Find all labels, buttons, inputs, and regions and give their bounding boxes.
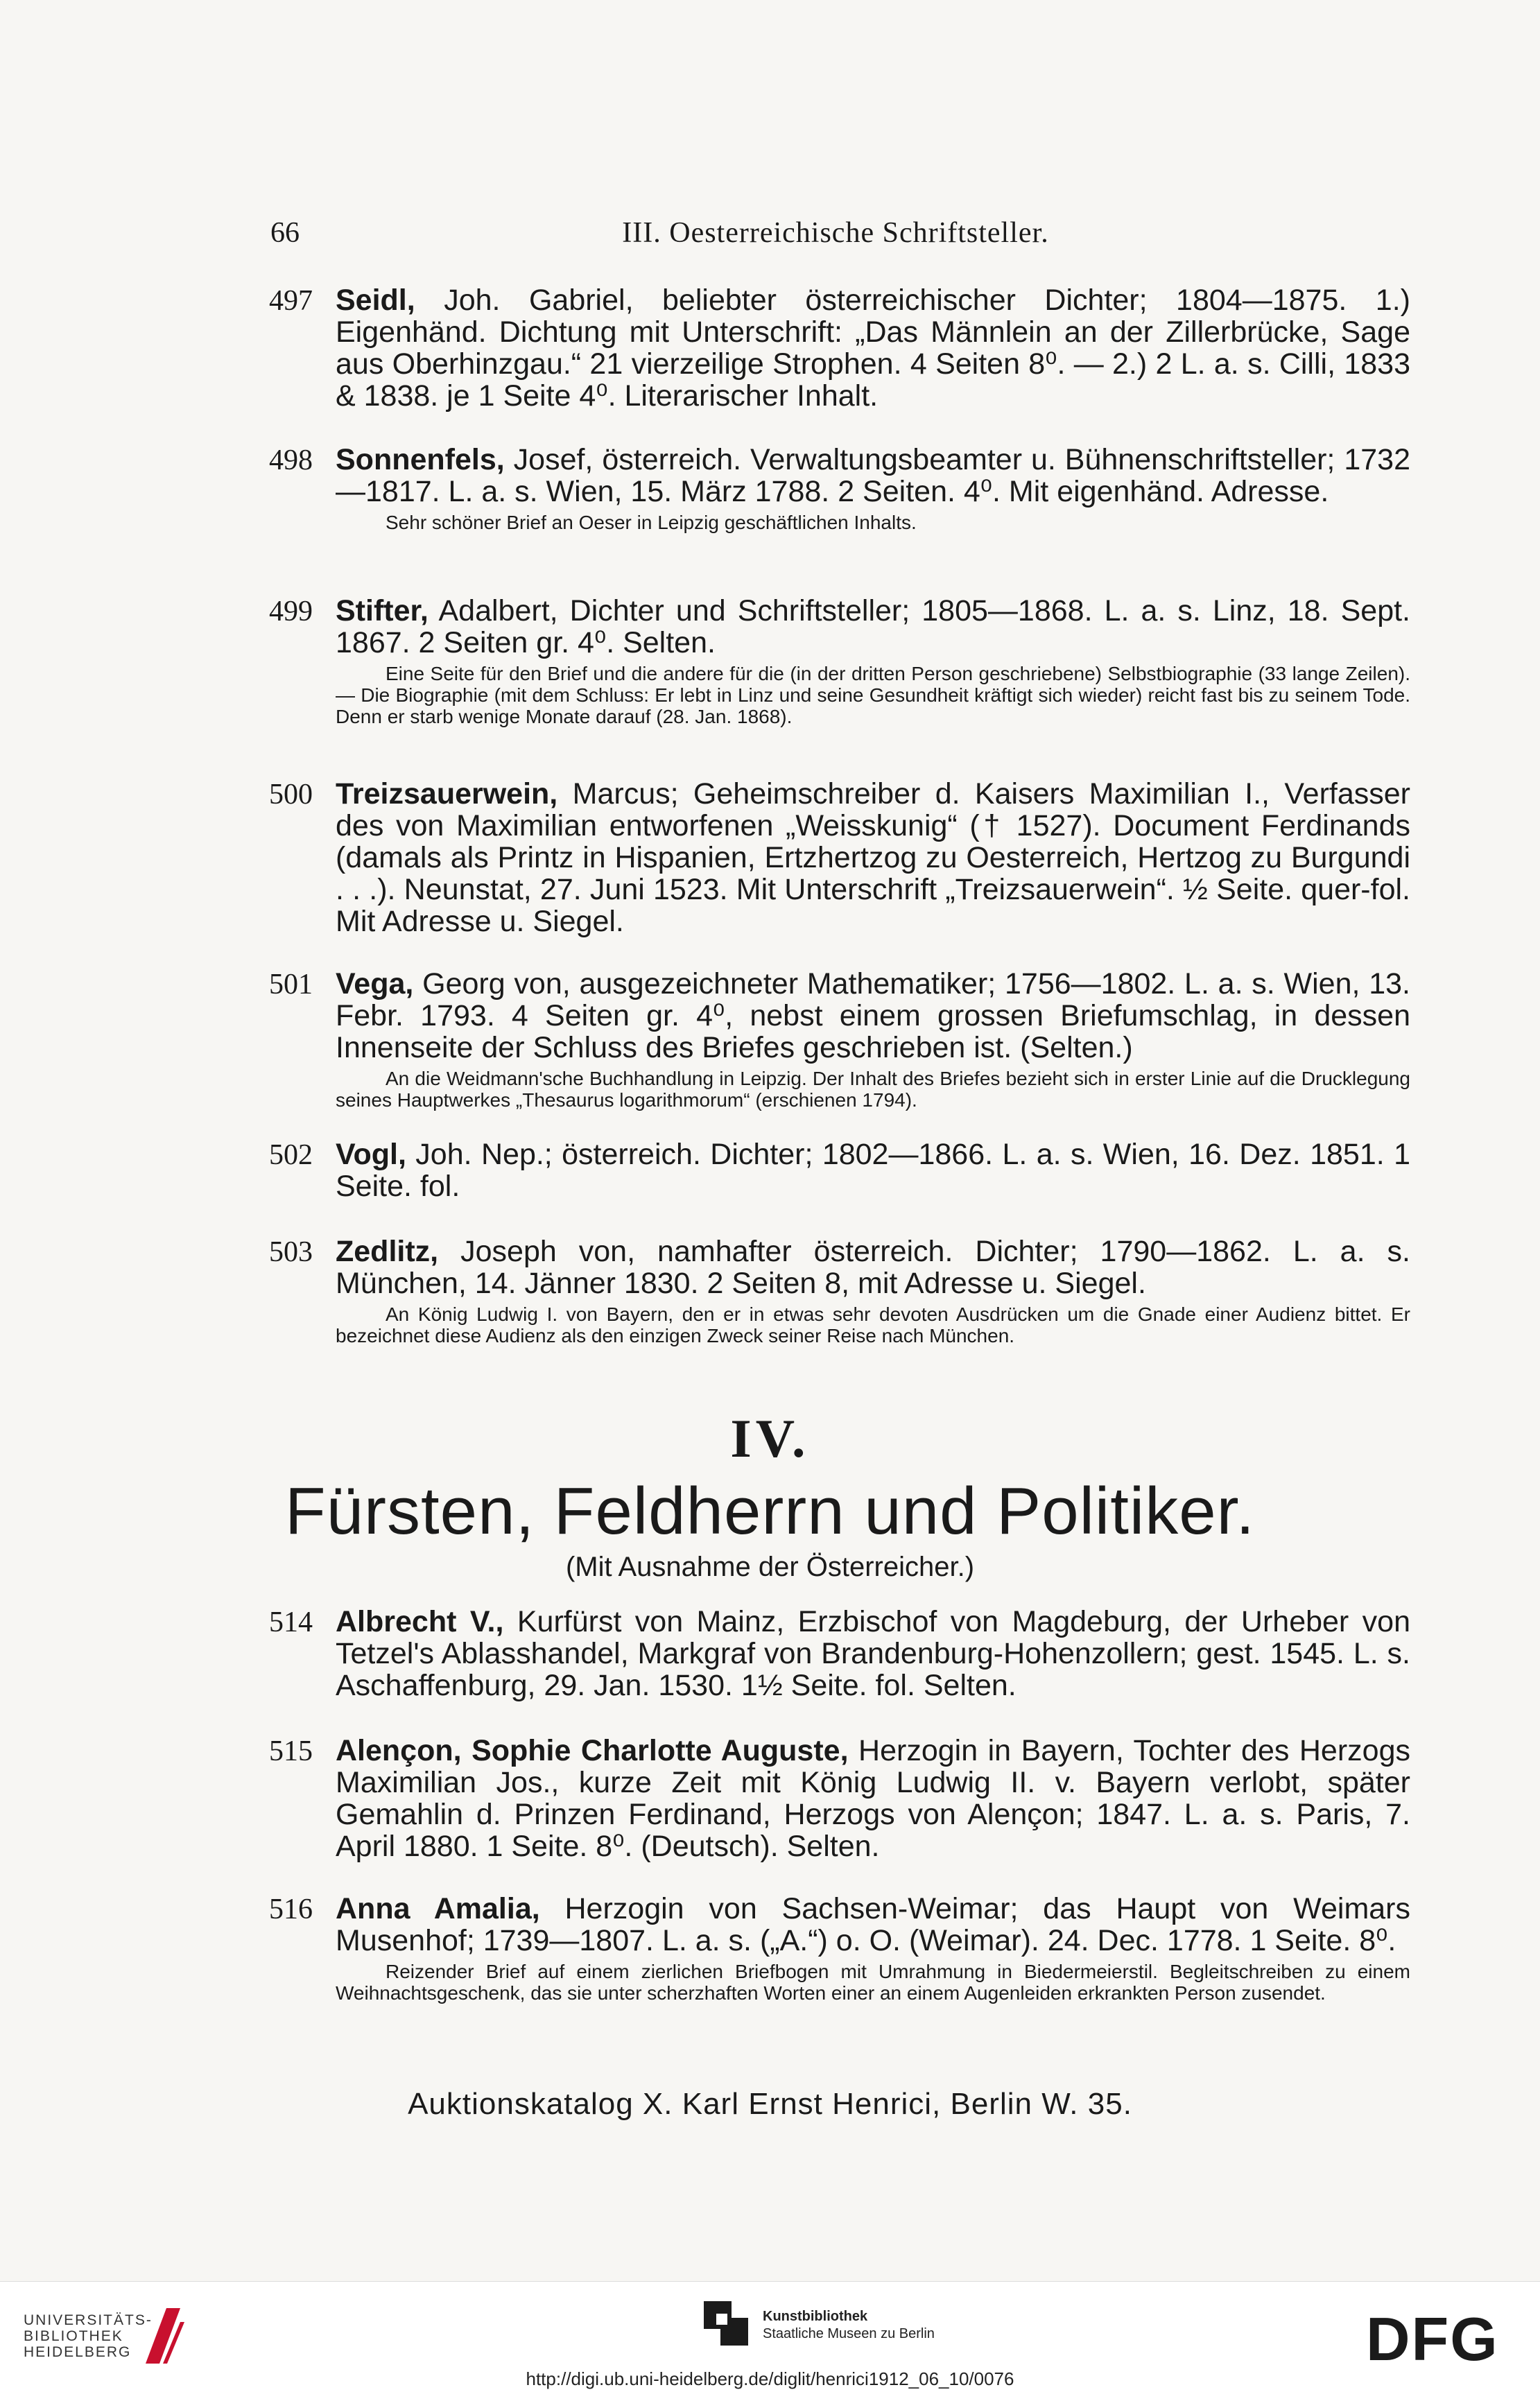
catalog-footer: Auktionskatalog X. Karl Ernst Henrici, Berlin W. 35. <box>408 2087 1132 2121</box>
entry-text: Albrecht V., Kurfürst von Mainz, Erzbischof von Magdeburg, der Urheber von Tetzel's Ablasshandel, Markgraf von Brandenburg-Hohenzollern; gest. 1545. L. s. Aschaffenburg, 29. Jan. 1530. 1½ Seite. fol. Selten. <box>336 1605 1410 1702</box>
section-number: IV. <box>730 1408 810 1468</box>
entry-503 <box>269 1236 1410 1346</box>
university-library-logo[interactable]: UNIVERSITÄTS- BIBLIOTHEK HEIDELBERG <box>24 2312 153 2360</box>
page-number: 66 <box>270 217 300 249</box>
lot-number: 498 <box>269 444 313 476</box>
lot-number: 500 <box>269 779 313 811</box>
entry-text: Stifter, Adalbert, Dichter und Schriftsteller; 1805—1868. L. a. s. Linz, 18. Sept. 1867. 2 Seiten gr. 4⁰. Selten. <box>336 594 1410 659</box>
lot-number: 515 <box>269 1735 313 1767</box>
section-title: Fürsten, Feldherrn und Politiker. <box>285 1474 1255 1548</box>
section-subtitle: (Mit Ausnahme der Österreicher.) <box>565 1552 975 1582</box>
page-header <box>270 216 1401 258</box>
entry-502 <box>269 1138 1410 1202</box>
entry-note: An die Weidmann'sche Buchhandlung in Leipzig. Der Inhalt des Briefes bezieht sich in erster Linie auf die Drucklegung seines Hauptwerkes „Thesaurus logarithmorum“ (erschienen 1794). <box>336 1068 1410 1111</box>
entry-note: Reizender Brief auf einem zierlichen Briefbogen mit Umrahmung in Biedermeierstil. Begleitschreiben zu einem Weihnachtsgeschenk, das sie unter scherzhaften Worten einer an einem Augenleiden erkrankten Person zusendet. <box>336 1961 1410 2004</box>
entry-name: Vega, <box>336 967 414 1000</box>
entry-500 <box>269 778 1410 937</box>
lot-number: 502 <box>269 1139 313 1171</box>
entry-name: Seidl, <box>336 284 415 317</box>
entry-name: Stifter, <box>336 594 429 627</box>
entry-516 <box>269 1893 1410 2004</box>
lot-number: 516 <box>269 1893 313 1925</box>
page-url[interactable]: http://digi.ub.uni-heidelberg.de/diglit/henrici1912_06_10/0076 <box>526 2368 1014 2389</box>
entry-text: Seidl, Joh. Gabriel, beliebter österreichischer Dichter; 1804—1875. 1.) Eigenhänd. Dichtung mit Unterschrift: „Das Männlein an der Zillerbrücke, Sage aus Oberhinzgau.“ 21 vierzeilige Strophen. 4 Seiten 8⁰. — 2.) 2 L. a. s. Cilli, 1833 & 1838. je 1 Seite 4⁰. Literarischer Inhalt. <box>336 284 1410 413</box>
entry-text: Treizsauerwein, Marcus; Geheimschreiber d. Kaisers Maximilian I., Verfasser des von Maximilian entworfenen „Weisskunig“ († 1527). Document Ferdinands (damals als Printz in Hispanien, Ertzhertzog zu Oesterreich, Hertzog zu Burgundi . . .). Neunstat, 27. Juni 1523. Mit Unterschrift „Treizsauerwein“. ½ Seite. quer-fol. Mit Adresse u. Siegel. <box>336 777 1410 938</box>
entry-497 <box>269 284 1410 412</box>
entry-text: Vega, Georg von, ausgezeichneter Mathematiker; 1756—1802. L. a. s. Wien, 13. Febr. 1793. 4 Seiten gr. 4⁰, nebst einem grossen Briefumschlag, in dessen Innenseite der Schluss des Briefes geschrieben ist. (Selten.) <box>336 967 1410 1064</box>
dfg-logo[interactable]: DFG <box>1366 2305 1499 2373</box>
entry-note: Eine Seite für den Brief und die andere für die (in der dritten Person geschriebene) Selbstbiographie (33 lange Zeilen). — Die Biographie (mit dem Schluss: Er lebt in Linz und seine Gesundheit kräftigt sich wieder) reicht fast bis zu seinem Tode. Denn er starb wenige Monate darauf (28. Jan. 1868). <box>336 663 1410 727</box>
entry-name: Anna Amalia, <box>336 1892 540 1925</box>
lot-number: 501 <box>269 969 313 1000</box>
entry-text: Zedlitz, Joseph von, namhafter österreich. Dichter; 1790—1862. L. a. s. München, 14. Jänner 1830. 2 Seiten 8, mit Adresse u. Siegel. <box>336 1235 1410 1300</box>
entry-name: Alençon, Sophie Charlotte Auguste, <box>336 1734 849 1767</box>
lot-number: 503 <box>269 1236 313 1268</box>
entry-501 <box>269 968 1410 1111</box>
university-emblem-icon <box>139 2301 187 2371</box>
bottom-bar <box>0 2281 1540 2392</box>
entry-name: Vogl, <box>336 1138 406 1171</box>
entry-text: Sonnenfels, Josef, österreich. Verwaltungsbeamter u. Bühnenschriftsteller; 1732—1817. L. a. s. Wien, 15. März 1788. 2 Seiten. 4⁰. Mit eigenhänd. Adresse. <box>336 443 1410 508</box>
kunstbibliothek-text: Kunstbibliothek Staatliche Museen zu Berlin <box>763 2309 935 2341</box>
lot-number: 497 <box>269 285 313 317</box>
entry-text: Alençon, Sophie Charlotte Auguste, Herzogin in Bayern, Tochter des Herzogs Maximilian Jos., kurze Zeit mit König Ludwig II. v. Bayern verlobt, später Gemahlin d. Prinzen Ferdinand, Herzogs von Alençon; 1847. L. a. s. Paris, 7. April 1880. 1 Seite. 8⁰. (Deutsch). Selten. <box>336 1734 1410 1863</box>
kunstbibliothek-logo-icon[interactable] <box>704 2301 752 2350</box>
entry-text: Anna Amalia, Herzogin von Sachsen-Weimar; das Haupt von Weimars Musenhof; 1739—1807. L. a. s. („A.“) o. O. (Weimar). 24. Dec. 1778. 1 Seite. 8⁰. <box>336 1892 1410 1957</box>
entry-499 <box>269 595 1410 727</box>
entry-498 <box>269 444 1410 533</box>
lot-number: 514 <box>269 1606 313 1638</box>
entry-name: Treizsauerwein, <box>336 777 558 811</box>
entry-name: Sonnenfels, <box>336 443 505 476</box>
entry-text: Vogl, Joh. Nep.; österreich. Dichter; 1802—1866. L. a. s. Wien, 16. Dez. 1851. 1 Seite. fol. <box>336 1138 1410 1203</box>
entry-name: Zedlitz, <box>336 1235 439 1268</box>
entry-515 <box>269 1735 1410 1862</box>
entry-name: Albrecht V., <box>336 1605 504 1638</box>
running-title: III. Oesterreichische Schriftsteller. <box>622 217 1049 249</box>
lot-number: 499 <box>269 596 313 627</box>
entry-note: Sehr schöner Brief an Oeser in Leipzig geschäftlichen Inhalts. <box>386 512 917 533</box>
entry-514 <box>269 1606 1410 1701</box>
entry-note: An König Ludwig I. von Bayern, den er in etwas sehr devoten Ausdrücken um die Gnade einer Audienz bittet. Er bezeichnet diese Audienz als den einzigen Zweck seiner Reise nach München. <box>336 1303 1410 1346</box>
